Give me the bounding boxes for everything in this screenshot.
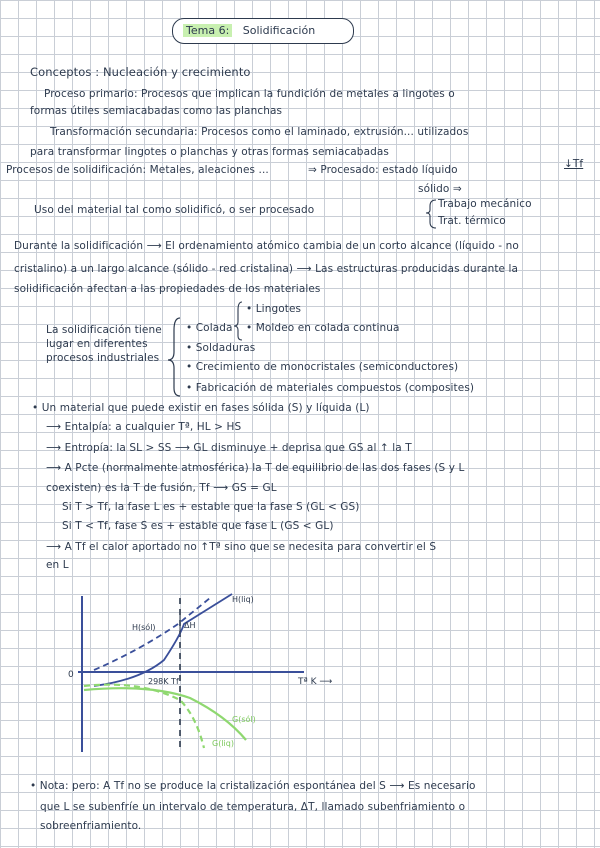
p2-line1: Transformación secundaria: Procesos como el laminado, extrusión... utilizados	[50, 126, 469, 138]
concepts-heading: Conceptos : Nucleación y crecimiento	[30, 65, 251, 79]
fases-entalpia: ⟶ Entalpía: a cualquier Tª, HL > HS	[46, 421, 242, 433]
label-x-axis: Tª K ⟶	[298, 677, 333, 687]
p1-line1: Proceso primario: Procesos que implican la fundición de metales a lingotes o	[44, 88, 455, 100]
fases-si2: Si T < Tf, fase S es + estable que fase L (GS < GL)	[62, 520, 334, 532]
footer-line1: • Nota: pero: A Tf no se produce la cristalización espontánea del S ⟶ Es necesario	[30, 780, 476, 792]
proc-moldeo: • Moldeo en colada continua	[246, 322, 400, 334]
label-delta-h: ΔH	[184, 621, 196, 630]
title-tema: Tema 6:	[183, 24, 232, 37]
h-solid-curve	[94, 598, 210, 670]
processing-brace	[426, 200, 436, 228]
proc-moldeo-label: Moldeo en colada continua	[255, 322, 400, 334]
fases-tf2: en L	[46, 559, 69, 571]
proc-cristales: • Crecimiento de monocristales (semiconductores)	[186, 361, 459, 373]
p2-line2: para transformar lingotes o planchas y otras formas semiacabadas	[30, 146, 389, 158]
procs-intro2: lugar en diferentes	[46, 338, 148, 350]
label-h-sol: H(sól)	[132, 623, 156, 632]
p4-line1: Durante la solidificación ⟶ El ordenamiento atómico cambia de un corto alcance (líquido - no	[14, 240, 519, 252]
label-h-liq: H(liq)	[232, 595, 254, 604]
footer-line3: sobreenfriamiento.	[40, 820, 142, 832]
processes-brace	[168, 318, 180, 396]
fases-pcte1: ⟶ A Pcte (normalmente atmosférica) la T de equilibrio de las dos fases (S y L	[46, 462, 465, 474]
colada-brace	[234, 302, 242, 340]
p3-solid: sólido ⇒	[418, 183, 462, 195]
title-subject: Solidificación	[242, 24, 316, 37]
g-solid-curve	[84, 688, 246, 740]
procs-intro1: La solidificación tiene	[46, 324, 162, 336]
fases-tf1: ⟶ A Tf el calor aportado no ↑Tª sino que se necesita para convertir el S	[46, 541, 437, 553]
fases-pcte2: coexisten) es la T de fusión, Tf ⟶ GS = GL	[46, 482, 277, 494]
procs-intro3: procesos industriales	[46, 352, 160, 364]
proc-lingotes: • Lingotes	[246, 303, 302, 315]
label-g-sol: G(sól)	[232, 715, 256, 724]
footer-line1-text: Nota: pero: A Tf no se produce la cristalización espontánea del S ⟶ Es necesario	[39, 780, 476, 792]
p1-line2: formas útiles semiacabadas como las planchas	[30, 105, 283, 117]
p3-arrow: ⇒ Procesado: estado líquido	[308, 164, 458, 176]
fases-intro-text: Un material que puede existir en fases sólida (S) y líquida (L)	[41, 402, 370, 414]
g-liquid-curve	[84, 685, 204, 748]
p3-line1: Procesos de solidificación: Metales, aleaciones ...	[6, 164, 269, 176]
fases-intro: • Un material que puede existir en fases sólida (S) y líquida (L)	[32, 402, 370, 414]
proc-soldaduras: • Soldaduras	[186, 342, 256, 354]
p4-line3: solidificación afectan a las propiedades de los materiales	[14, 283, 321, 295]
footer-line2: que L se subenfríe un intervalo de temperatura, ΔT, llamado subenfriamiento o	[40, 801, 466, 813]
p4-line2: cristalino) a un largo alcance (sólido - red cristalina) ⟶ Las estructuras producidas durante la	[14, 263, 519, 275]
proc-colada-label: Colada	[195, 322, 233, 334]
p3-flag: ↓Tf	[564, 158, 584, 170]
p3-option2: Trat. térmico	[438, 215, 506, 227]
label-g-liq: G(liq)	[212, 739, 234, 748]
label-zero: 0	[68, 670, 74, 680]
fases-entropia: ⟶ Entropía: la SL > SS ⟶ GL disminuye + deprisa que GS al ↑ la T	[46, 442, 412, 454]
p3-option1: Trabajo mecánico	[438, 198, 532, 210]
proc-colada: • Colada	[186, 322, 233, 334]
proc-lingotes-label: Lingotes	[255, 303, 302, 315]
label-tf: 298K Tf	[148, 677, 179, 686]
p3-line2: Uso del material tal como solidificó, o ser procesado	[34, 204, 315, 216]
proc-compuestos-label: Fabricación de materiales compuestos (composites)	[195, 382, 475, 394]
fases-si1: Si T > Tf, la fase L es + estable que la fase S (GL < GS)	[62, 501, 360, 513]
proc-soldaduras-label: Soldaduras	[195, 342, 256, 354]
proc-cristales-label: Crecimiento de monocristales (semiconductores)	[195, 361, 459, 373]
proc-compuestos: • Fabricación de materiales compuestos (composites)	[186, 382, 475, 394]
